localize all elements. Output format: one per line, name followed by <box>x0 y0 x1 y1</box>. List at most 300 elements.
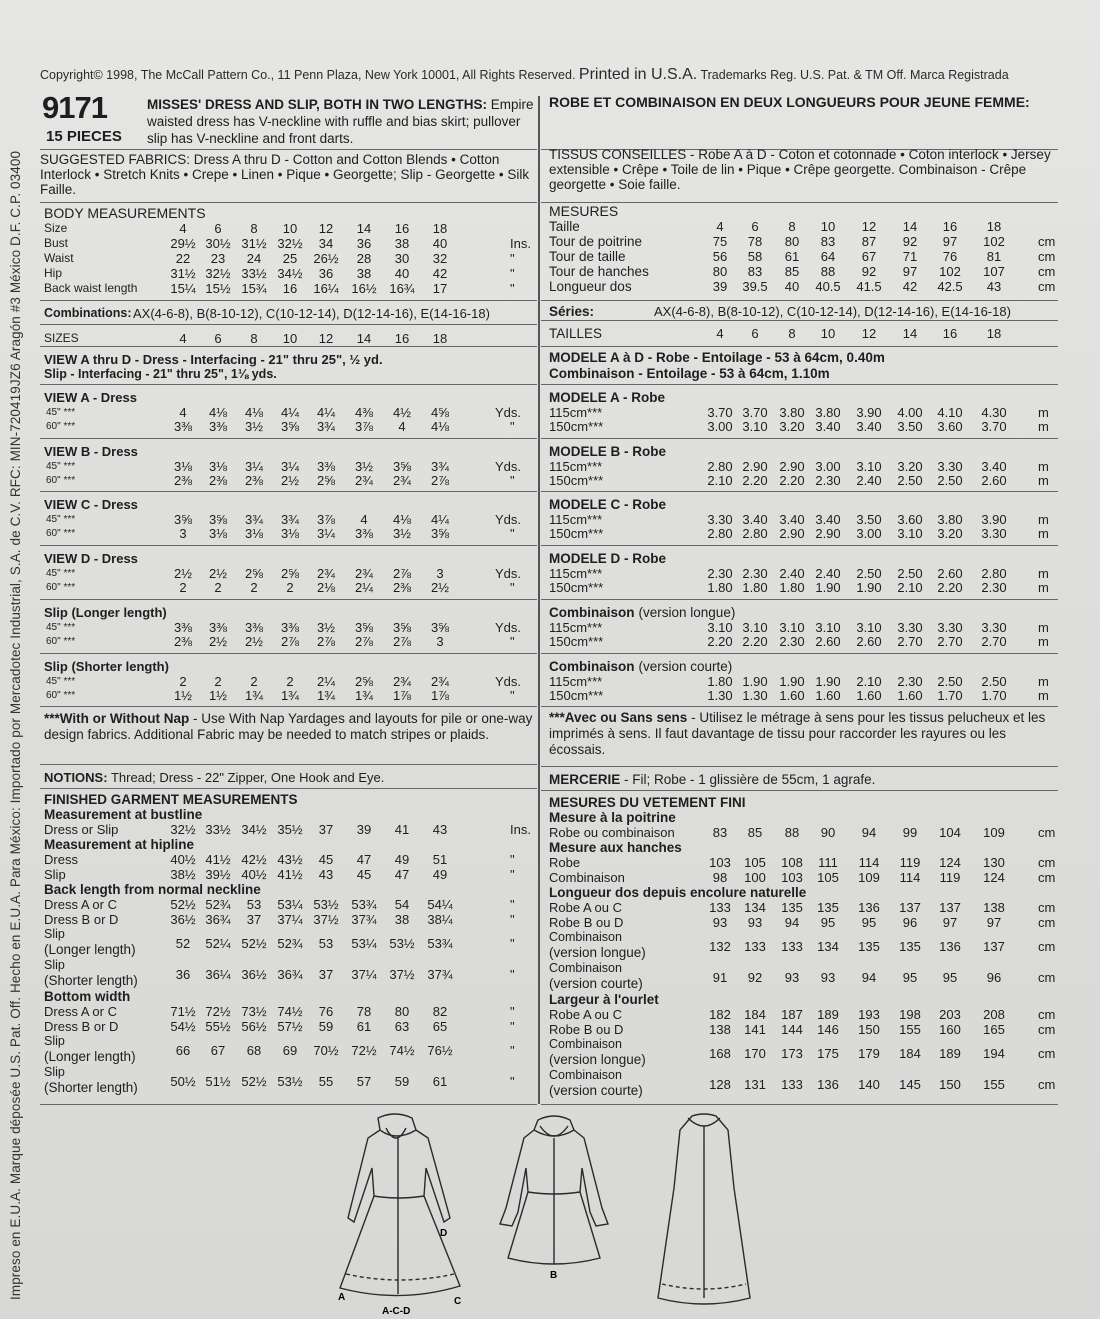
yardage-150-value: 2.90 <box>815 526 841 542</box>
yardage-150-value: 3.50 <box>897 419 923 434</box>
yardage-60-value: 3¼ <box>316 526 336 542</box>
finished-row-value: 187 <box>781 1007 803 1022</box>
finished-row-value: 76 <box>318 1004 334 1019</box>
yardage-60-value: 1½ <box>208 687 228 703</box>
yardage-45-value: 3⅜ <box>316 458 336 474</box>
table-rule <box>40 491 537 492</box>
body-row-value: 40 <box>432 236 448 251</box>
yardage-115-value: 3.30 <box>897 619 923 635</box>
body-row-value: 16 <box>394 221 410 236</box>
mesures-row-value: 12 <box>861 219 877 234</box>
finished-row-value: 36½ <box>241 967 267 982</box>
body-row-value: 36 <box>318 266 334 281</box>
finished-row-value: 160 <box>939 1022 961 1037</box>
yardage-115-value: 1.90 <box>779 673 805 689</box>
width-60-label: 60" *** <box>46 528 76 540</box>
yardage-60-value: 4⅛ <box>430 419 450 434</box>
finished-row-value: 208 <box>983 1007 1005 1022</box>
finished-row-value: 53¼ <box>277 897 303 912</box>
finished-row-value: 175 <box>817 1046 839 1061</box>
finished-row-value: 136 <box>817 1077 839 1092</box>
yardage-60-value: 2½ <box>280 472 300 488</box>
yardage-150-value: 3.00 <box>707 419 733 434</box>
finished-row-value: 36½ <box>170 912 196 927</box>
body-row-value: 38 <box>356 266 372 281</box>
yardage-60-value: 2⅞ <box>354 633 374 649</box>
mesures-row-value: 14 <box>902 219 918 234</box>
table-rule <box>40 706 537 707</box>
interfacing-fr-2: Combinaison - Entoilage - 53 à 64cm, 1.10m <box>549 366 830 381</box>
sizes-label: SIZES <box>44 331 79 345</box>
finished-row-label: Combinaison <box>549 930 622 944</box>
finished-row-unit: " <box>510 936 515 951</box>
interfacing-fr-1: MODELE A à D - Robe - Entoilage - 53 à 64cm, 0.40m <box>549 350 885 365</box>
finished-row-value: 135 <box>817 900 839 915</box>
nap-note-fr <box>549 710 1059 758</box>
finished-row-value: 133 <box>709 900 731 915</box>
finished-row-unit: cm <box>1038 939 1056 954</box>
yardage-60-value: 3⅜ <box>173 419 193 434</box>
finished-row-value: 146 <box>817 1022 839 1037</box>
yardage-115-value: 2.30 <box>897 673 923 689</box>
finished-row-value: 61 <box>432 1074 448 1089</box>
finished-row-value: 49 <box>432 867 448 882</box>
mesures-row-value: 87 <box>861 234 877 249</box>
finished-row-unit: " <box>510 967 515 982</box>
finished-row-label: Slip <box>44 1034 65 1048</box>
finished-row-label: Dress B or D <box>44 912 119 927</box>
finished-subheading: Largeur à l'ourlet <box>549 992 659 1007</box>
mesures-row-value: 83 <box>820 234 836 249</box>
yardage-45-value: 2¾ <box>316 566 336 582</box>
view-label: VIEW C - Dress <box>44 497 138 513</box>
yardage-150-value: 2.50 <box>897 472 923 488</box>
yardage-150-value: 3.10 <box>897 526 923 542</box>
nap-fr-bold: ***Avec ou Sans sens <box>549 710 688 726</box>
finished-row-unit: " <box>510 1019 515 1034</box>
finished-row-value: 41 <box>394 822 410 837</box>
mesures-row-value: 80 <box>784 234 800 249</box>
body-row-value: 32½ <box>277 236 303 251</box>
mesures-row-value: 4 <box>716 219 724 234</box>
finished-row-label: Dress A or C <box>44 1004 117 1019</box>
yardage-45-value: 3⅛ <box>208 458 228 474</box>
table-rule <box>541 706 1058 707</box>
yardage-45-value: 2 <box>286 673 294 689</box>
body-row-value: 18 <box>432 221 448 236</box>
modele-name: Combinaison <box>549 658 635 674</box>
finished-row-value: 111 <box>818 855 838 870</box>
yardage-45-value: 4⅛ <box>392 512 412 528</box>
yardage-60-value: 2⅛ <box>316 580 336 596</box>
mesures-row-value: 81 <box>986 249 1002 264</box>
finished-row-value: 36¾ <box>205 912 231 927</box>
yardage-115-value: 3.80 <box>779 405 805 420</box>
yardage-45-value: 2 <box>214 673 222 689</box>
finished-row-value: 73½ <box>241 1004 267 1019</box>
yardage-60-value: 2½ <box>430 580 450 596</box>
finished-row-value: 108 <box>781 855 803 870</box>
tailles-row-value: 18 <box>986 326 1002 341</box>
body-row-value: 17 <box>432 281 448 296</box>
yardage-150-value: 2.20 <box>742 472 768 488</box>
mesures-row-value: 18 <box>986 219 1002 234</box>
finished-row-value: 109 <box>983 825 1005 840</box>
finished-row-value: 41½ <box>277 867 303 882</box>
mesures-row-value: 76 <box>942 249 958 264</box>
yardage-115-value: 2.50 <box>856 566 882 582</box>
finished-row-value: 144 <box>781 1022 803 1037</box>
yardage-115-value: 3.70 <box>707 405 733 420</box>
yardage-115-value: 3.10 <box>742 619 768 635</box>
modele-label <box>549 659 732 674</box>
mesures-row-value: 6 <box>751 219 759 234</box>
width-60-label: 60" *** <box>46 635 76 647</box>
yardage-115-value: 3.50 <box>856 512 882 528</box>
finished-row-value: 57 <box>356 1074 372 1089</box>
interfacing-en-1: VIEW A thru D - Dress - Interfacing - 21" thru 25", ½ yd. <box>44 352 383 367</box>
yardage-60-value: 2⅜ <box>173 472 193 488</box>
yardage-60-value: 2½ <box>208 633 228 649</box>
finished-row-value: 198 <box>899 1007 921 1022</box>
finished-row-value: 137 <box>983 939 1005 954</box>
tailles-row-value: 8 <box>788 326 796 341</box>
sizes-row-value: 8 <box>250 331 258 346</box>
yardage-60-value: 3⅛ <box>208 526 228 542</box>
mesures-row-value: 71 <box>902 249 918 264</box>
yardage-45-value: 4¼ <box>316 405 336 420</box>
modele-label <box>549 497 670 512</box>
body-row-value: 34 <box>318 236 334 251</box>
yardage-115-value: 3.40 <box>981 458 1007 474</box>
yardage-115-value: 1.90 <box>742 673 768 689</box>
yardage-150-unit: m <box>1038 526 1049 542</box>
finished-row-label: Combinaison <box>549 870 625 885</box>
yardage-150-value: 1.80 <box>742 580 768 596</box>
series-label: Séries: <box>549 304 595 319</box>
finished-row-value: 94 <box>861 825 877 840</box>
width-150-label: 150cm*** <box>549 472 604 488</box>
suggested-fabrics-en: SUGGESTED FABRICS: Dress A thru D - Cotton and Cotton Blends • Cotton Interlock • Stretch Knits • Crepe • Linen • Pique • Georgette; Slip - Georgette • Silk Faille. <box>40 152 530 197</box>
yardage-60-unit: " <box>510 580 515 596</box>
body-row-unit: " <box>510 251 515 266</box>
finished-row-value: 90 <box>820 825 836 840</box>
body-row-value: 31½ <box>241 236 267 251</box>
yardage-45-value: 3⅜ <box>244 619 264 635</box>
yardage-60-value: 2½ <box>244 633 264 649</box>
yardage-150-value: 2.20 <box>742 633 768 649</box>
finished-row-value: 99 <box>902 825 918 840</box>
yardage-150-value: 2.20 <box>707 633 733 649</box>
mesures-row-unit: cm <box>1038 234 1056 249</box>
modele-sub: (version longue) <box>638 604 736 620</box>
mesures-row-label: Taille <box>549 219 580 234</box>
yardage-115-value: 3.80 <box>937 512 963 528</box>
yardage-45-value: 2⅞ <box>392 566 412 582</box>
finished-row-unit: " <box>510 1074 515 1089</box>
finished-row-value: 97 <box>942 915 958 930</box>
yardage-45-unit: Yds. <box>495 458 522 474</box>
finished-row-label: Dress A or C <box>44 897 117 912</box>
yardage-150-value: 1.80 <box>779 580 805 596</box>
tailles-row-value: 6 <box>751 326 759 341</box>
yardage-115-value: 2.80 <box>981 566 1007 582</box>
mesures-row-unit: cm <box>1038 264 1056 279</box>
yardage-45-unit: Yds. <box>495 405 522 420</box>
width-45-label: 45" *** <box>46 460 76 472</box>
finished-row-value: 53 <box>246 897 262 912</box>
finished-row-unit: cm <box>1038 1022 1056 1037</box>
finished-row-value: 55½ <box>205 1019 231 1034</box>
pattern-title-bold: MISSES' DRESS AND SLIP, BOTH IN TWO LENGTHS: <box>147 97 487 112</box>
table-rule <box>40 764 537 765</box>
yardage-45-value: 2½ <box>173 566 193 582</box>
yardage-45-value: 3¼ <box>244 458 264 474</box>
table-rule <box>541 1104 1058 1105</box>
finished-row-value: 52½ <box>241 936 267 951</box>
yardage-45-value: 2⅝ <box>280 566 300 582</box>
yardage-60-value: 2⅞ <box>316 633 336 649</box>
finished-row-unit: cm <box>1038 825 1056 840</box>
body-row-value: 28 <box>356 251 372 266</box>
view-label: VIEW D - Dress <box>44 551 138 567</box>
mesures-row-value: 92 <box>902 234 918 249</box>
finished-row-value: 59 <box>318 1019 334 1034</box>
finished-row-value: 173 <box>781 1046 803 1061</box>
yardage-45-value: 3¼ <box>280 458 300 474</box>
finished-row-value: 170 <box>744 1046 766 1061</box>
yardage-150-value: 3.00 <box>856 526 882 542</box>
notions-en <box>44 770 384 785</box>
body-row-value: 31½ <box>170 266 196 281</box>
yardage-45-value: 2⅝ <box>244 566 264 582</box>
yardage-60-value: 2⅜ <box>392 580 412 596</box>
tailles-row-value: 4 <box>716 326 724 341</box>
table-rule <box>40 346 537 347</box>
mesures-row-value: 40 <box>784 279 800 294</box>
finished-row-value: 69 <box>282 1043 298 1058</box>
yardage-150-value: 1.30 <box>742 687 768 703</box>
finished-row-unit: cm <box>1038 915 1056 930</box>
body-row-value: 40 <box>394 266 410 281</box>
yardage-150-value: 2.30 <box>981 580 1007 596</box>
body-row-unit: " <box>510 266 515 281</box>
body-row-value: 38 <box>394 236 410 251</box>
finished-row-label: Robe B ou D <box>549 915 624 930</box>
finished-row-value: 114 <box>899 870 921 885</box>
yardage-60-unit: " <box>510 633 515 649</box>
yardage-150-value: 3.20 <box>937 526 963 542</box>
finished-row-label: Dress B or D <box>44 1019 119 1034</box>
yardage-45-value: 4⅜ <box>354 405 374 420</box>
body-row-label: Back waist length <box>44 281 138 295</box>
yardage-60-value: 2⅜ <box>173 633 193 649</box>
modele-name: MODELE A - Robe <box>549 390 665 405</box>
yardage-150-value: 1.70 <box>937 687 963 703</box>
sizes-row-value: 10 <box>282 331 298 346</box>
finished-row-value: 83 <box>712 825 728 840</box>
combinations-label: Combinations: <box>44 306 132 320</box>
yardage-150-value: 1.30 <box>707 687 733 703</box>
nap-en-text: - Use With Nap Yardages and layouts for pile or one-way design fabrics. Additional Fabric may be needed to match stripes or plaids. <box>44 711 533 743</box>
label-acd: A-C-D <box>382 1306 411 1316</box>
finished-row-value: 53½ <box>313 897 339 912</box>
body-row-value: 15¼ <box>170 281 196 296</box>
finished-subheading: Measurement at hipline <box>44 837 195 852</box>
table-rule <box>541 320 1058 321</box>
table-rule <box>541 384 1058 385</box>
finished-row-value: 119 <box>899 855 921 870</box>
body-row-value: 36 <box>356 236 372 251</box>
finished-row-value: 52½ <box>170 897 196 912</box>
finished-row-value: 140 <box>858 1077 880 1092</box>
finished-row-value: 41½ <box>205 852 231 867</box>
yardage-45-value: 3⅝ <box>354 619 374 635</box>
finished-row-value: 114 <box>858 855 880 870</box>
yardage-115-value: 2.50 <box>981 673 1007 689</box>
yardage-60-value: 2⅝ <box>316 472 336 488</box>
yardage-60-value: 1¾ <box>354 687 374 703</box>
yardage-45-value: 3½ <box>316 619 336 635</box>
table-rule <box>541 653 1058 654</box>
yardage-115-value: 3.10 <box>856 458 882 474</box>
finished-row-value: 91 <box>712 970 728 985</box>
yardage-45-value: 4 <box>179 405 187 420</box>
modele-label <box>549 390 669 405</box>
width-60-label: 60" *** <box>46 689 76 701</box>
yardage-60-value: 3⅝ <box>430 526 450 542</box>
yardage-115-value: 3.40 <box>779 512 805 528</box>
table-rule <box>541 202 1058 203</box>
finished-row-value: 38½ <box>170 867 196 882</box>
finished-row-value: 53¾ <box>351 897 377 912</box>
yardage-115-value: 2.50 <box>897 566 923 582</box>
yardage-45-value: 3½ <box>354 458 374 474</box>
mesures-row-value: 10 <box>820 219 836 234</box>
yardage-115-value: 3.10 <box>707 619 733 635</box>
copyright-line <box>40 66 1060 84</box>
yardage-45-value: 3⅝ <box>392 619 412 635</box>
mesures-row-value: 58 <box>747 249 763 264</box>
yardage-115-unit: m <box>1038 619 1049 635</box>
body-row-value: 25 <box>282 251 298 266</box>
sizes-row-value: 12 <box>318 331 334 346</box>
finished-row-label: Slip <box>44 958 65 972</box>
yardage-115-value: 2.10 <box>856 673 882 689</box>
finished-row-label: Combinaison <box>549 1037 622 1051</box>
finished-row-value: 37¼ <box>277 912 303 927</box>
mesures-row-value: 39 <box>712 279 728 294</box>
body-row-value: 4 <box>179 221 187 236</box>
yardage-115-value: 3.30 <box>981 619 1007 635</box>
notions-en-text: Thread; Dress - 22" Zipper, One Hook and Eye. <box>107 770 385 785</box>
finished-row-value: 98 <box>712 870 728 885</box>
yardage-60-value: 2⅜ <box>244 472 264 488</box>
finished-row-value: 130 <box>983 855 1005 870</box>
yardage-60-value: 2 <box>179 580 187 596</box>
finished-row-value: 105 <box>817 870 839 885</box>
finished-row-unit: cm <box>1038 1077 1056 1092</box>
finished-row-value: 55 <box>318 1074 334 1089</box>
yardage-115-unit: m <box>1038 673 1049 689</box>
body-row-value: 15½ <box>205 281 231 296</box>
finished-row-value: 43½ <box>277 852 303 867</box>
body-row-value: 26½ <box>313 251 339 266</box>
body-row-value: 30½ <box>205 236 231 251</box>
finished-row-value: 135 <box>781 900 803 915</box>
finished-en-title: FINISHED GARMENT MEASUREMENTS <box>44 792 298 807</box>
yardage-60-value: 1¾ <box>244 687 264 703</box>
yardage-115-value: 3.30 <box>937 619 963 635</box>
table-rule <box>40 1104 537 1105</box>
finished-row-label: Robe ou combinaison <box>549 825 675 840</box>
finished-row-label: Robe A ou C <box>549 1007 622 1022</box>
finished-row-value: 39½ <box>205 867 231 882</box>
yardage-45-value: 4 <box>360 512 368 528</box>
body-row-value: 32 <box>432 251 448 266</box>
yardage-115-value: 3.20 <box>897 458 923 474</box>
finished-row-value: 133 <box>781 1077 803 1092</box>
finished-row-value: 45 <box>318 852 334 867</box>
yardage-150-value: 2.80 <box>707 526 733 542</box>
body-measurements-title: BODY MEASUREMENTS <box>44 205 206 221</box>
mesures-row-label: Tour de taille <box>549 249 626 264</box>
finished-row-value: 37½ <box>389 967 415 982</box>
yardage-150-value: 1.80 <box>707 580 733 596</box>
yardage-150-value: 3.10 <box>742 419 768 434</box>
finished-subheading: Back length from normal neckline <box>44 882 261 897</box>
finished-row-value: 57½ <box>277 1019 303 1034</box>
finished-row-value: 97 <box>986 915 1002 930</box>
mesures-row-value: 64 <box>820 249 836 264</box>
finished-row-value: 82 <box>432 1004 448 1019</box>
finished-row-label: Robe B ou D <box>549 1022 624 1037</box>
mesures-row-value: 42.5 <box>937 279 963 294</box>
yardage-60-value: 2⅞ <box>392 633 412 649</box>
body-row-value: 22 <box>175 251 191 266</box>
table-rule <box>541 438 1058 439</box>
finished-row-value: 37 <box>246 912 262 927</box>
yardage-60-value: 3¾ <box>316 419 336 434</box>
yardage-115-value: 4.10 <box>937 405 963 420</box>
finished-row-label: Combinaison <box>549 961 622 975</box>
yardage-60-value: 1½ <box>173 687 193 703</box>
finished-row-value: 35½ <box>277 822 303 837</box>
sizes-row-value: 16 <box>394 331 410 346</box>
finished-row-value: 136 <box>858 900 880 915</box>
mesures-row-value: 107 <box>983 264 1005 279</box>
finished-row-value: 39 <box>356 822 372 837</box>
notions-fr <box>549 772 875 787</box>
finished-row-value: 36 <box>175 967 191 982</box>
yardage-150-unit: m <box>1038 687 1049 703</box>
mesures-row-value: 78 <box>747 234 763 249</box>
finished-row-value: 78 <box>356 1004 372 1019</box>
mesures-title: MESURES <box>549 203 619 219</box>
width-60-label: 60" *** <box>46 474 76 486</box>
yardage-115-value: 3.40 <box>815 512 841 528</box>
series-values: AX(4-6-8), B(8-10-12), C(10-12-14), D(12-14-16), E(14-16-18) <box>654 304 1011 319</box>
finished-row-value: 53¾ <box>427 936 453 951</box>
mesures-row-value: 41.5 <box>856 279 882 294</box>
yardage-115-value: 3.10 <box>856 619 882 635</box>
finished-subheading: Longueur dos depuis encolure naturelle <box>549 885 807 900</box>
vertical-import-text: Impreso en E.U.A. Marque déposée U.S. Pat. Off. Hecho en E.U.A. Para México: Importado por Mercadotec Industrial, S.A. de C.V. RFC: MIN-720419JZ6 Aragón #3 México D.F. C.P. 03400 <box>8 150 23 1300</box>
yardage-150-value: 2.90 <box>779 526 805 542</box>
interfacing-en-2: Slip - Interfacing - 21" thru 25", 1⅛ yds. <box>44 367 277 381</box>
yardage-115-value: 2.40 <box>779 566 805 582</box>
yardage-45-value: 3⅞ <box>316 512 336 528</box>
